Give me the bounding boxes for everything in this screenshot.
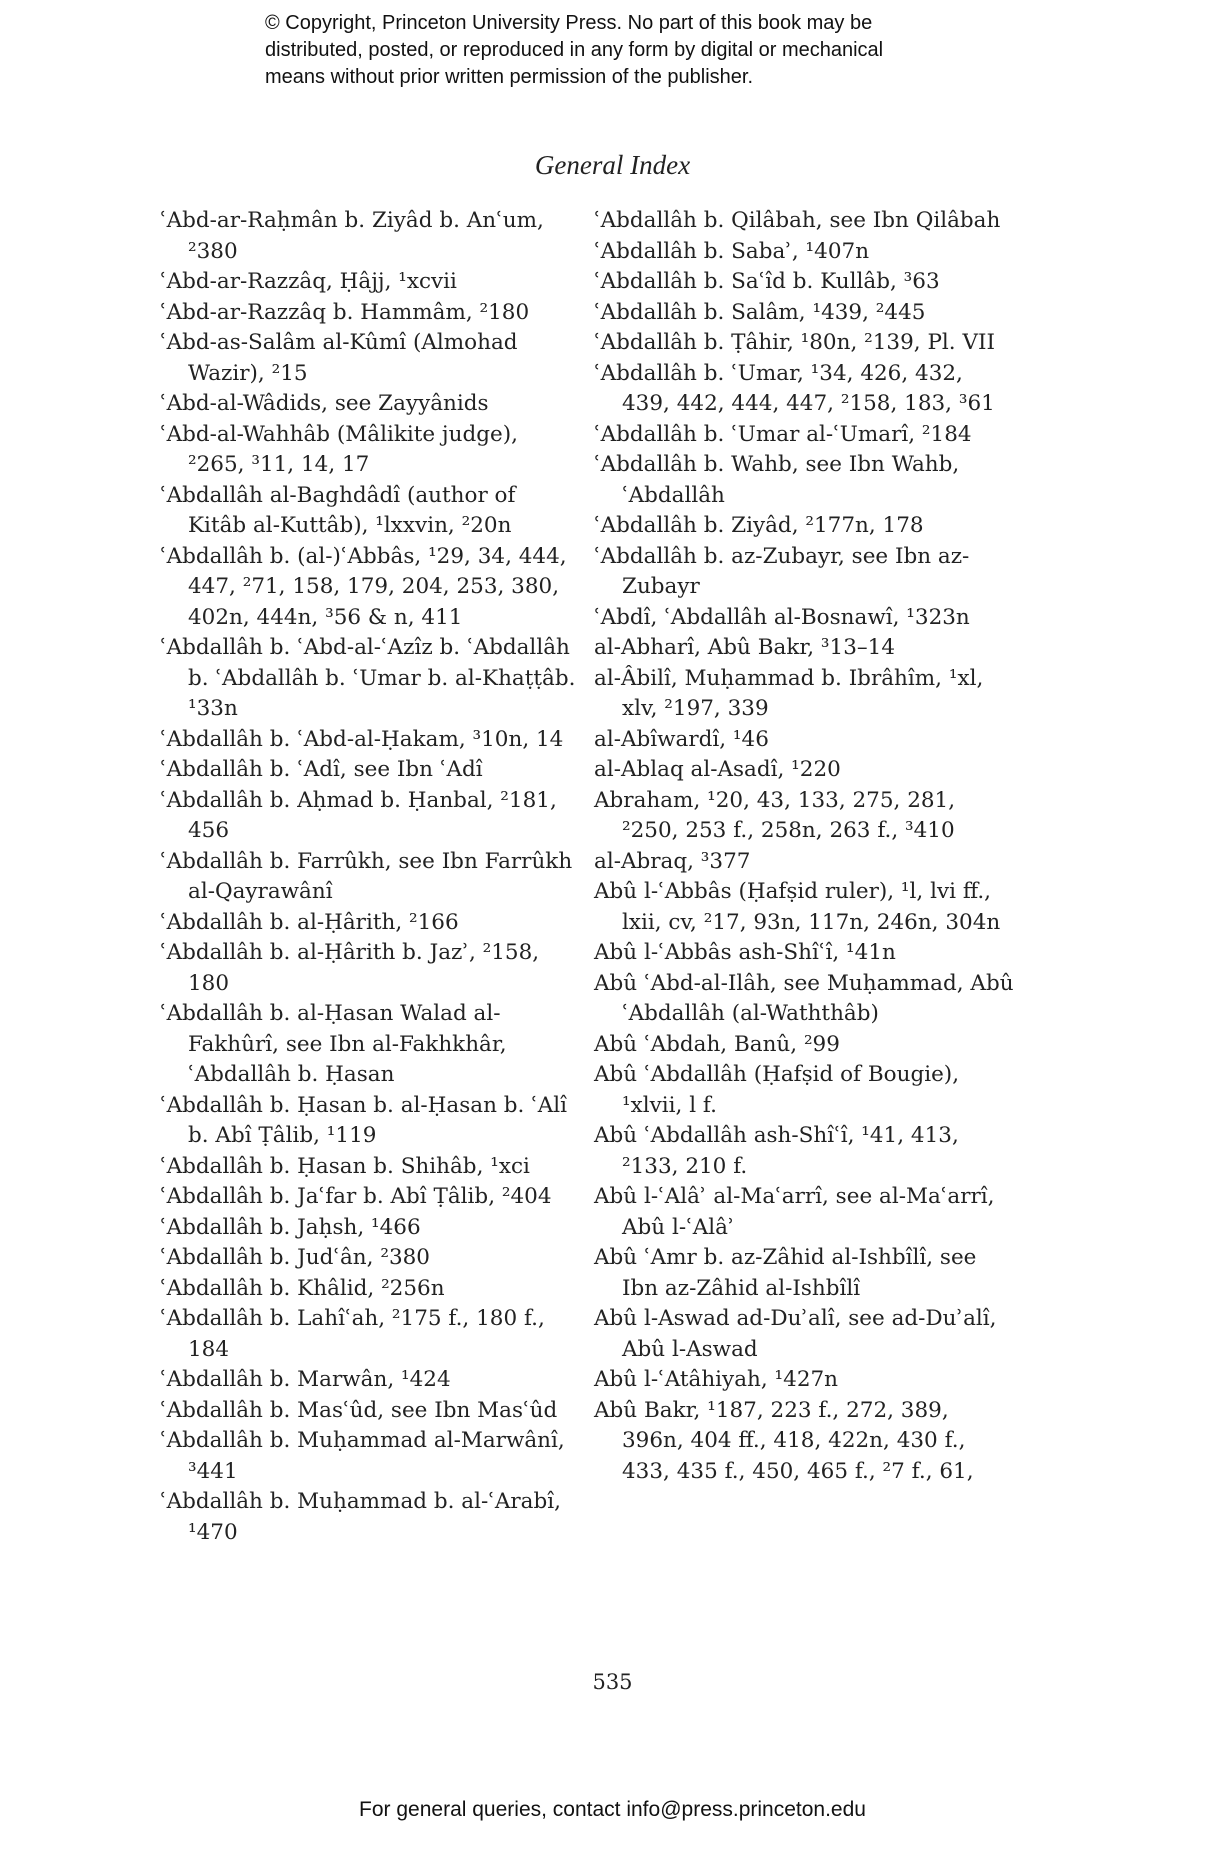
index-entry: ʿAbdallâh b. Ṭâhir, ¹80n, ²139, Pl. VII	[594, 330, 995, 355]
index-entry: ʿAbdallâh b. Muḥammad b. al-ʿArabî, ¹470	[160, 1489, 561, 1545]
index-entry: Abû ʿAbdallâh ash-Shîʿî, ¹41, 413, ²133, 210 f.	[594, 1123, 959, 1179]
index-entry: ʿAbdallâh b. Lahîʿah, ²175 f., 180 f., 184	[160, 1306, 545, 1362]
index-entry: ʿAbdallâh b. Marwân, ¹424	[160, 1367, 451, 1392]
index-entry: ʿAbdallâh b. Muḥammad al-Marwânî, ³441	[160, 1428, 565, 1484]
index-entry: ʿAbdallâh b. ʿAbd-al-Ḥakam, ³10n, 14	[160, 726, 564, 752]
page-title: General Index	[534, 150, 691, 180]
index-entry: al-Abîwardî, ¹46	[594, 726, 769, 752]
index-entry: ʿAbdallâh b. ʿUmar al-ʿUmarî, ²184	[594, 421, 972, 447]
index-entry: ʿAbdallâh b. al-Ḥasan Walad al-Fakhûrî, see Ibn al-Fakhkhâr, ʿAbdallâh b. Ḥasan	[160, 1001, 507, 1087]
index-entry: Abû l-ʿAbbâs ash-Shîʿî, ¹41n	[594, 940, 896, 965]
index-entry: ʿAbd-al-Wahhâb (Mâlikite judge), ²265, ³11, 14, 17	[160, 421, 518, 477]
index-entry: ʿAbdallâh b. ʿUmar, ¹34, 426, 432, 439, 442, 444, 447, ²158, 183, ³61	[594, 360, 995, 416]
index-column-right	[594, 206, 1014, 1487]
index-entry: ʿAbdallâh b. Judʿân, ²380	[160, 1245, 430, 1270]
index-entry: ʿAbd-ar-Razzâq, Ḥâjj, ¹xcvii	[160, 269, 457, 294]
index-entry: al-Abharî, Abû Bakr, ³13–14	[594, 635, 896, 660]
index-entry: ʿAbdallâh b. ʿAbd-al-ʿAzîz b. ʿAbdallâh b. ʿAbdallâh b. ʿUmar b. al-Khaṭṭâb. ¹33n	[160, 635, 576, 721]
index-entry: Abû ʿAmr b. az-Zâhid al-Ishbîlî, see Ibn az-Zâhid al-Ishbîlî	[594, 1245, 977, 1301]
index-entry: Abû l-Aswad ad-Duʾalî, see ad-Duʾalî, Abû l-Aswad	[594, 1306, 997, 1362]
index-entry: ʿAbdallâh b. Aḥmad b. Ḥanbal, ²181, 456	[160, 787, 557, 843]
index-entry: ʿAbd-ar-Raḥmân b. Ziyâd b. Anʿum, ²380	[160, 208, 544, 264]
index-entry: Abû ʿAbdah, Banû, ²99	[594, 1031, 840, 1057]
index-entry: Abû l-ʿAbbâs (Ḥafṣid ruler), ¹l, lvi ff., lxii, cv, ²17, 93n, 117n, 246n, 304n	[594, 879, 1001, 935]
index-entry: ʿAbdallâh b. Wahb, see Ibn Wahb, ʿAbdallâh	[594, 452, 960, 508]
index-entry: ʿAbd-as-Salâm al-Kûmî (Almohad Wazir), ²15	[160, 330, 518, 386]
index-entry: ʿAbdallâh b. Ḥasan b. al-Ḥasan b. ʿAlî b. Abî Ṭâlib, ¹119	[160, 1092, 568, 1148]
index-entry: Abraham, ¹20, 43, 133, 275, 281, ²250, 253 f., 258n, 263 f., ³410	[594, 787, 956, 843]
copyright-notice: © Copyright, Princeton University Press. No part of this book may be distributed, posted, or reproduced in any form by digital or mechanical means without prior written permission of the publisher.	[265, 12, 884, 88]
index-entry: ʿAbdallâh b. Saʿîd b. Kullâb, ³63	[594, 269, 940, 294]
index-entry: Abû ʿAbd-al-Ilâh, see Muḥammad, Abû ʿAbdallâh (al-Waththâb)	[594, 970, 1014, 1026]
index-entry: ʿAbdallâh b. Ziyâd, ²177n, 178	[594, 513, 924, 538]
page-number: 535	[592, 1670, 633, 1694]
index-entry: Abû l-ʿAtâhiyah, ¹427n	[594, 1367, 839, 1392]
index-entry: ʿAbdallâh b. Khâlid, ²256n	[160, 1275, 445, 1301]
index-entry: al-Abraq, ³377	[594, 848, 751, 874]
footer-contact: For general queries, contact info@press.princeton.edu	[359, 1798, 866, 1821]
index-entry: ʿAbdallâh b. Salâm, ¹439, ²445	[594, 299, 926, 325]
index-entry: al-Âbilî, Muḥammad b. Ibrâhîm, ¹xl, xlv, ²197, 339	[594, 665, 984, 721]
index-entry: ʿAbdî, ʿAbdallâh al-Bosnawî, ¹323n	[594, 604, 970, 630]
index-entry: Abû ʿAbdallâh (Ḥafṣid of Bougie), ¹xlvii, l f.	[594, 1062, 960, 1118]
index-entry: Abû l-ʿAlâʾ al-Maʿarrî, see al-Maʿarrî, Abû l-ʿAlâʾ	[594, 1184, 995, 1240]
index-entry: ʿAbdallâh b. Jaʿfar b. Abî Ṭâlib, ²404	[160, 1184, 552, 1209]
index-entry: ʿAbdallâh b. Sabaʾ, ¹407n	[594, 238, 870, 264]
index-entry: ʿAbdallâh b. al-Ḥârith, ²166	[160, 909, 459, 935]
index-entry: ʿAbdallâh b. az-Zubayr, see Ibn az-Zubayr	[594, 543, 970, 599]
index-entry: ʿAbd-ar-Razzâq b. Hammâm, ²180	[160, 299, 530, 325]
index-entry: al-Ablaq al-Asadî, ¹220	[594, 757, 841, 782]
index-entry: Abû Bakr, ¹187, 223 f., 272, 389, 396n, 404 ff., 418, 422n, 430 f., 433, 435 f., 450, 465 f., ²7 f., 61,	[594, 1397, 974, 1484]
index-entry: ʿAbdallâh b. Jaḥsh, ¹466	[160, 1214, 421, 1240]
index-column-left	[160, 206, 580, 1548]
index-entry: ʿAbdallâh b. (al-)ʿAbbâs, ¹29, 34, 444, 447, ²71, 158, 179, 204, 253, 380, 402n, 444n, ³56 & n, 411	[160, 543, 567, 630]
index-entry: ʿAbdallâh al-Baghdâdî (author of Kitâb al-Kuttâb), ¹lxxvin, ²20n	[160, 482, 516, 538]
index-entry: ʿAbdallâh b. Ḥasan b. Shihâb, ¹xci	[160, 1153, 530, 1179]
index-entry: ʿAbd-al-Wâdids, see Zayyânids	[160, 391, 489, 416]
index-entry: ʿAbdallâh b. Qilâbah, see Ibn Qilâbah	[594, 208, 1001, 233]
index-entry: ʿAbdallâh b. Masʿûd, see Ibn Masʿûd	[160, 1397, 558, 1423]
index-entry: ʿAbdallâh b. ʿAdî, see Ibn ʿAdî	[160, 757, 483, 782]
index-entry: ʿAbdallâh b. al-Ḥârith b. Jazʾ, ²158, 180	[160, 940, 540, 996]
index-entry: ʿAbdallâh b. Farrûkh, see Ibn Farrûkh al-Qayrawânî	[160, 848, 573, 904]
